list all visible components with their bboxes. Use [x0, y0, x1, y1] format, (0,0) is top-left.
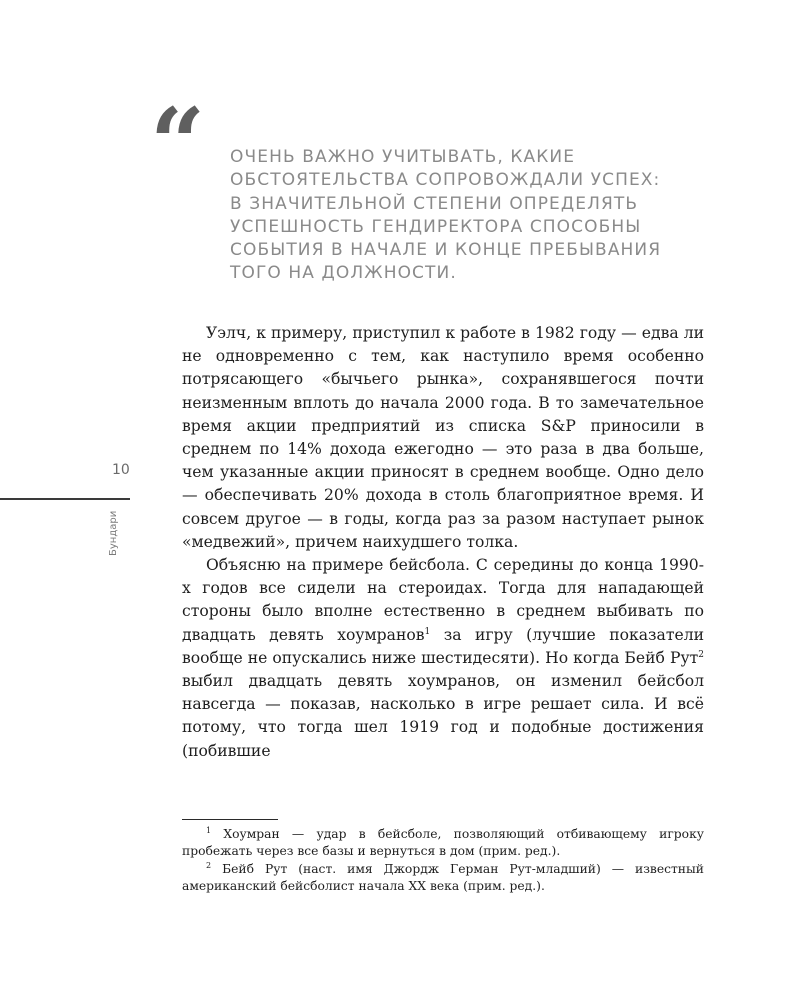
- pull-quote-line: СОБЫТИЯ В НАЧАЛЕ И КОНЦЕ ПРЕБЫВАНИЯ: [230, 240, 662, 261]
- quote-mark: “: [150, 87, 206, 200]
- footnote: [182, 861, 704, 896]
- page-number: 10: [112, 462, 130, 478]
- footnote-mark: 2: [206, 860, 212, 870]
- paragraph: Уэлч, к примеру, приступил к работе в 1982 году — едва ли не одновременно с тем, как наступило время особенно потрясающего «бычьего рынка», сохранявшегося почти неизменным вплоть до начала 2000 года. В то замечательное время акции предприятий из списка S&P приносили в среднем по 14% дохода ежегодно — это раза в два больше, чем указанные акции приносят в среднем вообще. Одно дело — обеспечивать 20% дохода в столь благоприятное время. И совсем другое — в годы, когда раз за разом наступает рынок «медвежий», причем наихудшего толка.: [182, 324, 704, 551]
- footnote-ref: 2: [698, 649, 704, 660]
- pull-quote-line: ОЧЕНЬ ВАЖНО УЧИТЫВАТЬ, КАКИЕ: [230, 147, 576, 167]
- page-number-rule: [0, 498, 130, 500]
- pull-quote: [230, 146, 700, 286]
- footnote-ref: 1: [424, 626, 431, 637]
- pull-quote-line: В ЗНАЧИТЕЛЬНОЙ СТЕПЕНИ ОПРЕДЕЛЯТЬ: [230, 193, 639, 214]
- footnotes: [182, 826, 704, 895]
- footnote: [182, 826, 704, 861]
- footnote-rule: [182, 819, 278, 820]
- footnote-mark: 1: [206, 826, 212, 835]
- footnote-text: Бейб Рут (наст. имя Джордж Герман Рут-младший) — известный американский бейсболист начала XX века (прим. ред.).: [182, 861, 704, 893]
- body-text: [182, 322, 704, 763]
- paragraph-text: Объясню на примере бейсбола. С середины до конца 1990-х годов все сидели на стероидах. Тогда для нападающей стороны было вполне естественно в среднем выбивать по двадцать девять хоумранов: [182, 556, 704, 644]
- footnote-text: Хоумран — удар в бейсболе, позволяющий отбивающему игроку пробежать через все базы и вернуться в дом (прим. ред.).: [182, 827, 704, 859]
- pull-quote-line: ТОГО НА ДОЛЖНОСТИ.: [230, 263, 457, 284]
- pull-quote-line: УСПЕШНОСТЬ ГЕНДИРЕКТОРА СПОСОБНЫ: [230, 216, 642, 237]
- running-head: Бундари: [108, 510, 119, 556]
- paragraph-text: выбил двадцать девять хоумранов, он изменил бейсбол навсегда — показав, насколько в игре решает сила. И всё потому, что тогда шел 1919 год и подобные достижения (побившие: [182, 672, 704, 760]
- paragraph: [182, 554, 704, 763]
- pull-quote-line: ОБСТОЯТЕЛЬСТВА СОПРОВОЖДАЛИ УСПЕХ:: [230, 170, 661, 191]
- paragraph-text: за игру (лучшие показатели вообще не опускались ниже шестидесяти). Но когда Бейб Рут: [182, 625, 704, 667]
